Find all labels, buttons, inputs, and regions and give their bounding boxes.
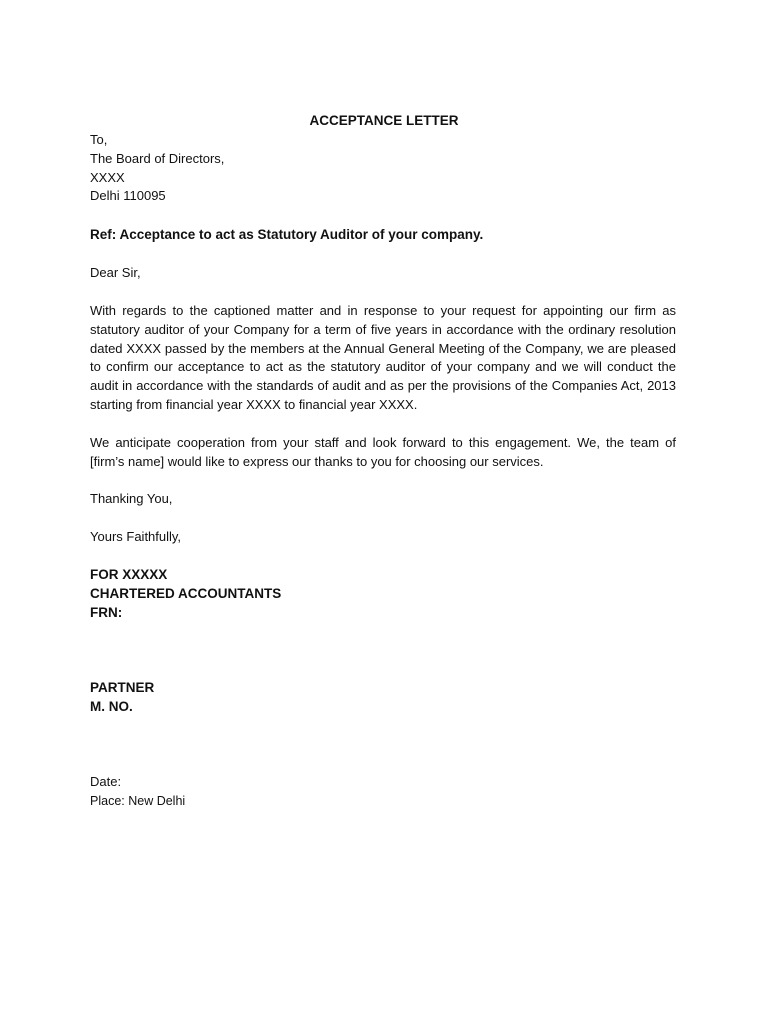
address-line-to: To, bbox=[90, 132, 108, 147]
signoff-designation: CHARTERED ACCOUNTANTS bbox=[90, 585, 282, 601]
salutation: Dear Sir, bbox=[90, 265, 141, 280]
reference-line: Ref: Acceptance to act as Statutory Auditor of your company. bbox=[90, 227, 484, 242]
signatory bbox=[90, 679, 676, 717]
firm-signoff bbox=[90, 566, 676, 622]
body-paragraph-2: We anticipate cooperation from your staff and look forward to this engagement. We, the team of [firm’s name] would like to express our thanks to you for choosing our services. bbox=[90, 435, 676, 469]
address-line-city: Delhi 110095 bbox=[90, 188, 166, 204]
date-place bbox=[90, 773, 676, 811]
letter-title: ACCEPTANCE LETTER bbox=[309, 113, 459, 128]
signoff-firm: FOR XXXXX bbox=[90, 567, 168, 582]
body-paragraph-1: With regards to the captioned matter and in response to your request for appointing our firm as statutory auditor of your Company for a term of five years in accordance with the ordinary resolution dated XXXX passed by the members at the Annual General Meeting of the Company, we are pleased to confirm our acceptance to act as the statutory auditor of your company and we will conduct the audit in accordance with the standards of audit and as per the provisions of the Companies Act, 2013 starting from financial year XXXX to financial year XXXX. bbox=[90, 303, 676, 412]
address-line-recipient: The Board of Directors, bbox=[90, 150, 225, 166]
signoff-frn: FRN: bbox=[90, 604, 123, 620]
address-line-company: XXXX bbox=[90, 169, 125, 185]
signatory-membership-no: M. NO. bbox=[90, 698, 133, 714]
signatory-role: PARTNER bbox=[90, 680, 155, 695]
recipient-address bbox=[90, 131, 676, 206]
closing-line: Yours Faithfully, bbox=[90, 529, 182, 544]
place-label: Place: New Delhi bbox=[90, 793, 186, 808]
date-label: Date: bbox=[90, 774, 122, 789]
thanking-line: Thanking You, bbox=[90, 491, 173, 506]
